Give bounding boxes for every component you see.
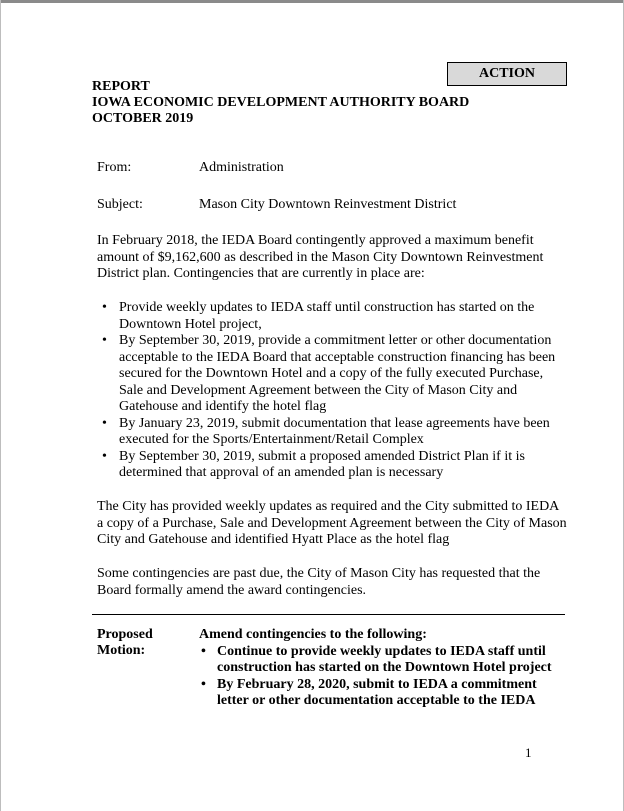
- subject-value: Mason City Downtown Reinvestment District: [199, 197, 457, 212]
- motion-item: • Continue to provide weekly updates to IEDA staff until construction has started on the Downtown Hotel project: [201, 643, 552, 675]
- contingency-item: • By September 30, 2019, submit a proposed amended District Plan if it is determined that approval of an amended plan is necessary: [102, 448, 525, 480]
- bullet-icon: •: [102, 448, 107, 464]
- header-line-board: IOWA ECONOMIC DEVELOPMENT AUTHORITY BOARD: [92, 95, 470, 110]
- contingency-item: • By September 30, 2019, provide a commitment letter or other documentation acceptable to the IEDA Board that acceptable construction financing has been secured for the Downtown Hotel and a copy of the fully executed Purchase, Sale and Development Agreement between the City of Mason City and Gatehouse and identify the hotel flag: [102, 333, 556, 414]
- contingency-item: • Provide weekly updates to IEDA staff until construction has started on the Downtown Hotel project,: [102, 300, 535, 332]
- contingency-list: [97, 300, 567, 482]
- proposed-motion-body: [199, 627, 567, 710]
- intro-paragraph: In February 2018, the IEDA Board contingently approved a maximum benefit amount of $9,162,600 as described in the Mason City Downtown Reinvestment District plan. Contingencies that are currently in place are:: [97, 233, 544, 281]
- motion-intro: Amend contingencies to the following:: [199, 627, 427, 642]
- action-badge: ACTION: [447, 62, 567, 86]
- report-header: [92, 79, 469, 127]
- header-line-report: REPORT: [92, 79, 150, 94]
- contingency-item: • By January 23, 2019, submit documentation that lease agreements have been executed for the Sports/Entertainment/Retail Complex: [102, 415, 550, 447]
- section-divider: [92, 614, 565, 615]
- status-paragraph: The City has provided weekly updates as required and the City submitted to IEDA a copy of a Purchase, Sale and Development Agreement between the City of Mason City and Gatehouse and identified Hyatt Place as the hotel flag: [97, 499, 567, 547]
- bullet-icon: •: [102, 333, 107, 348]
- bullet-icon: •: [102, 415, 107, 431]
- header-line-date: OCTOBER 2019: [92, 111, 194, 126]
- request-paragraph: Some contingencies are past due, the City of Mason City has requested that the Board formally amend the award contingencies.: [97, 566, 541, 598]
- page-number: 1: [525, 745, 532, 760]
- bullet-icon: •: [201, 676, 206, 692]
- bullet-icon: •: [201, 643, 206, 659]
- motion-list: [199, 644, 567, 710]
- subject-label: Subject:: [97, 197, 143, 212]
- proposed-motion-label: Proposed Motion:: [97, 627, 153, 658]
- motion-item: • By February 28, 2020, submit to IEDA a commitment letter or other documentation acceptable to the IEDA: [201, 676, 537, 708]
- from-value: Administration: [199, 160, 284, 175]
- from-label: From:: [97, 160, 132, 175]
- bullet-icon: •: [102, 300, 107, 315]
